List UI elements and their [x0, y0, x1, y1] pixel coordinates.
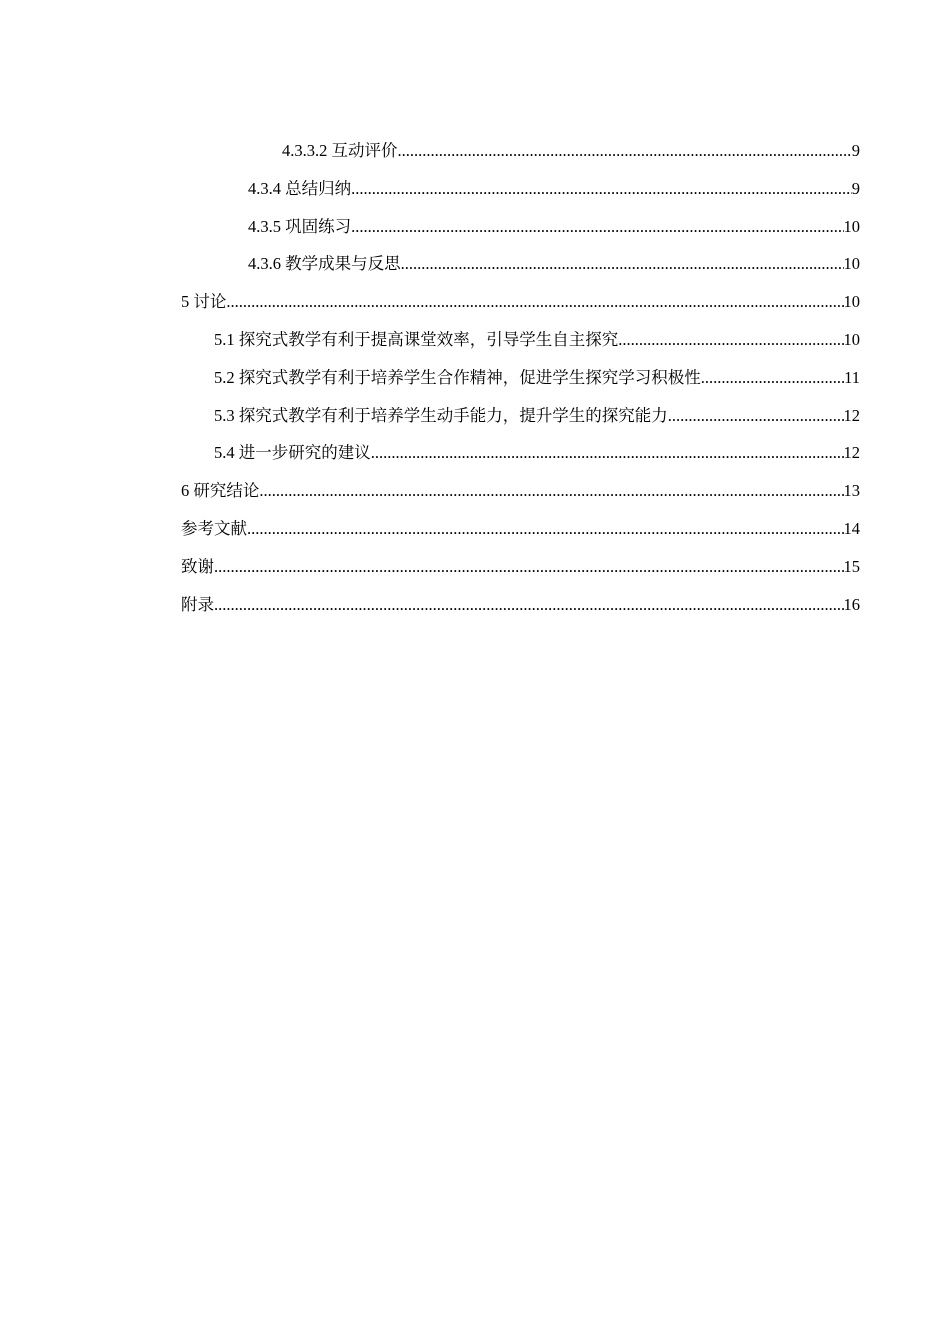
toc-entry-page: 15: [843, 556, 860, 576]
toc-entry-page: 10: [843, 216, 860, 236]
toc-dot-leader: [351, 170, 852, 208]
toc-dot-leader: [398, 132, 852, 170]
toc-entry-title: 4.3.4 总结归纳: [248, 178, 352, 198]
toc-entry-page: 12: [843, 443, 860, 463]
toc-entry-page: 9: [851, 141, 860, 160]
toc-entry[interactable]: [181, 283, 860, 321]
toc-entry-title: 参考文献: [181, 518, 247, 538]
toc-entry-page: 10: [843, 329, 860, 349]
toc-dot-leader: [226, 283, 843, 321]
toc-dot-leader: [701, 359, 844, 397]
toc-entry[interactable]: [181, 472, 860, 510]
toc-entry[interactable]: [181, 245, 860, 283]
toc-entry-title: 5.1 探究式教学有利于提高课堂效率，引导学生自主探究: [214, 329, 619, 349]
toc-entry[interactable]: [181, 397, 860, 435]
toc-entry[interactable]: [181, 548, 860, 586]
toc-entry[interactable]: [181, 321, 860, 359]
toc-entry[interactable]: [181, 586, 860, 624]
toc-dot-leader: [668, 397, 844, 435]
toc-entry-title: 5 讨论: [181, 292, 227, 312]
toc-dot-leader: [351, 208, 843, 246]
toc-entry[interactable]: [181, 208, 860, 246]
toc-entry-title: 5.3 探究式教学有利于培养学生动手能力，提升学生的探究能力: [214, 405, 668, 425]
toc-entry-page: 10: [843, 254, 860, 274]
toc-entry-page: 10: [843, 292, 860, 312]
toc-entry-page: 11: [844, 367, 860, 387]
toc-entry-page: 14: [843, 518, 860, 538]
toc-dot-leader: [259, 472, 843, 510]
toc-entry[interactable]: [181, 132, 860, 170]
toc-dot-leader: [214, 548, 844, 586]
toc-entry-title: 6 研究结论: [181, 481, 260, 501]
toc-entry-title: 4.3.5 巩固练习: [248, 216, 352, 236]
toc-entry-title: 附录: [181, 594, 214, 614]
toc-entry-page: 12: [843, 405, 860, 425]
toc-dot-leader: [618, 321, 843, 359]
table-of-contents: [181, 132, 860, 623]
toc-entry-page: 16: [843, 594, 860, 614]
toc-entry-title: 致谢: [181, 556, 214, 576]
toc-entry-page: 13: [843, 481, 860, 501]
toc-entry[interactable]: [181, 359, 860, 397]
toc-entry-title: 5.4 进一步研究的建议: [214, 443, 371, 463]
toc-entry-title: 4.3.3.2 互动评价: [282, 141, 398, 160]
toc-entry[interactable]: [181, 510, 860, 548]
toc-entry-title: 4.3.6 教学成果与反思: [248, 254, 401, 274]
toc-entry-title: 5.2 探究式教学有利于培养学生合作精神，促进学生探究学习积极性: [214, 367, 701, 387]
toc-dot-leader: [247, 510, 844, 548]
toc-entry[interactable]: [181, 434, 860, 472]
toc-dot-leader: [401, 245, 844, 283]
toc-entry-page: 9: [851, 178, 860, 198]
toc-entry[interactable]: [181, 170, 860, 208]
toc-dot-leader: [214, 586, 844, 624]
toc-dot-leader: [371, 434, 844, 472]
